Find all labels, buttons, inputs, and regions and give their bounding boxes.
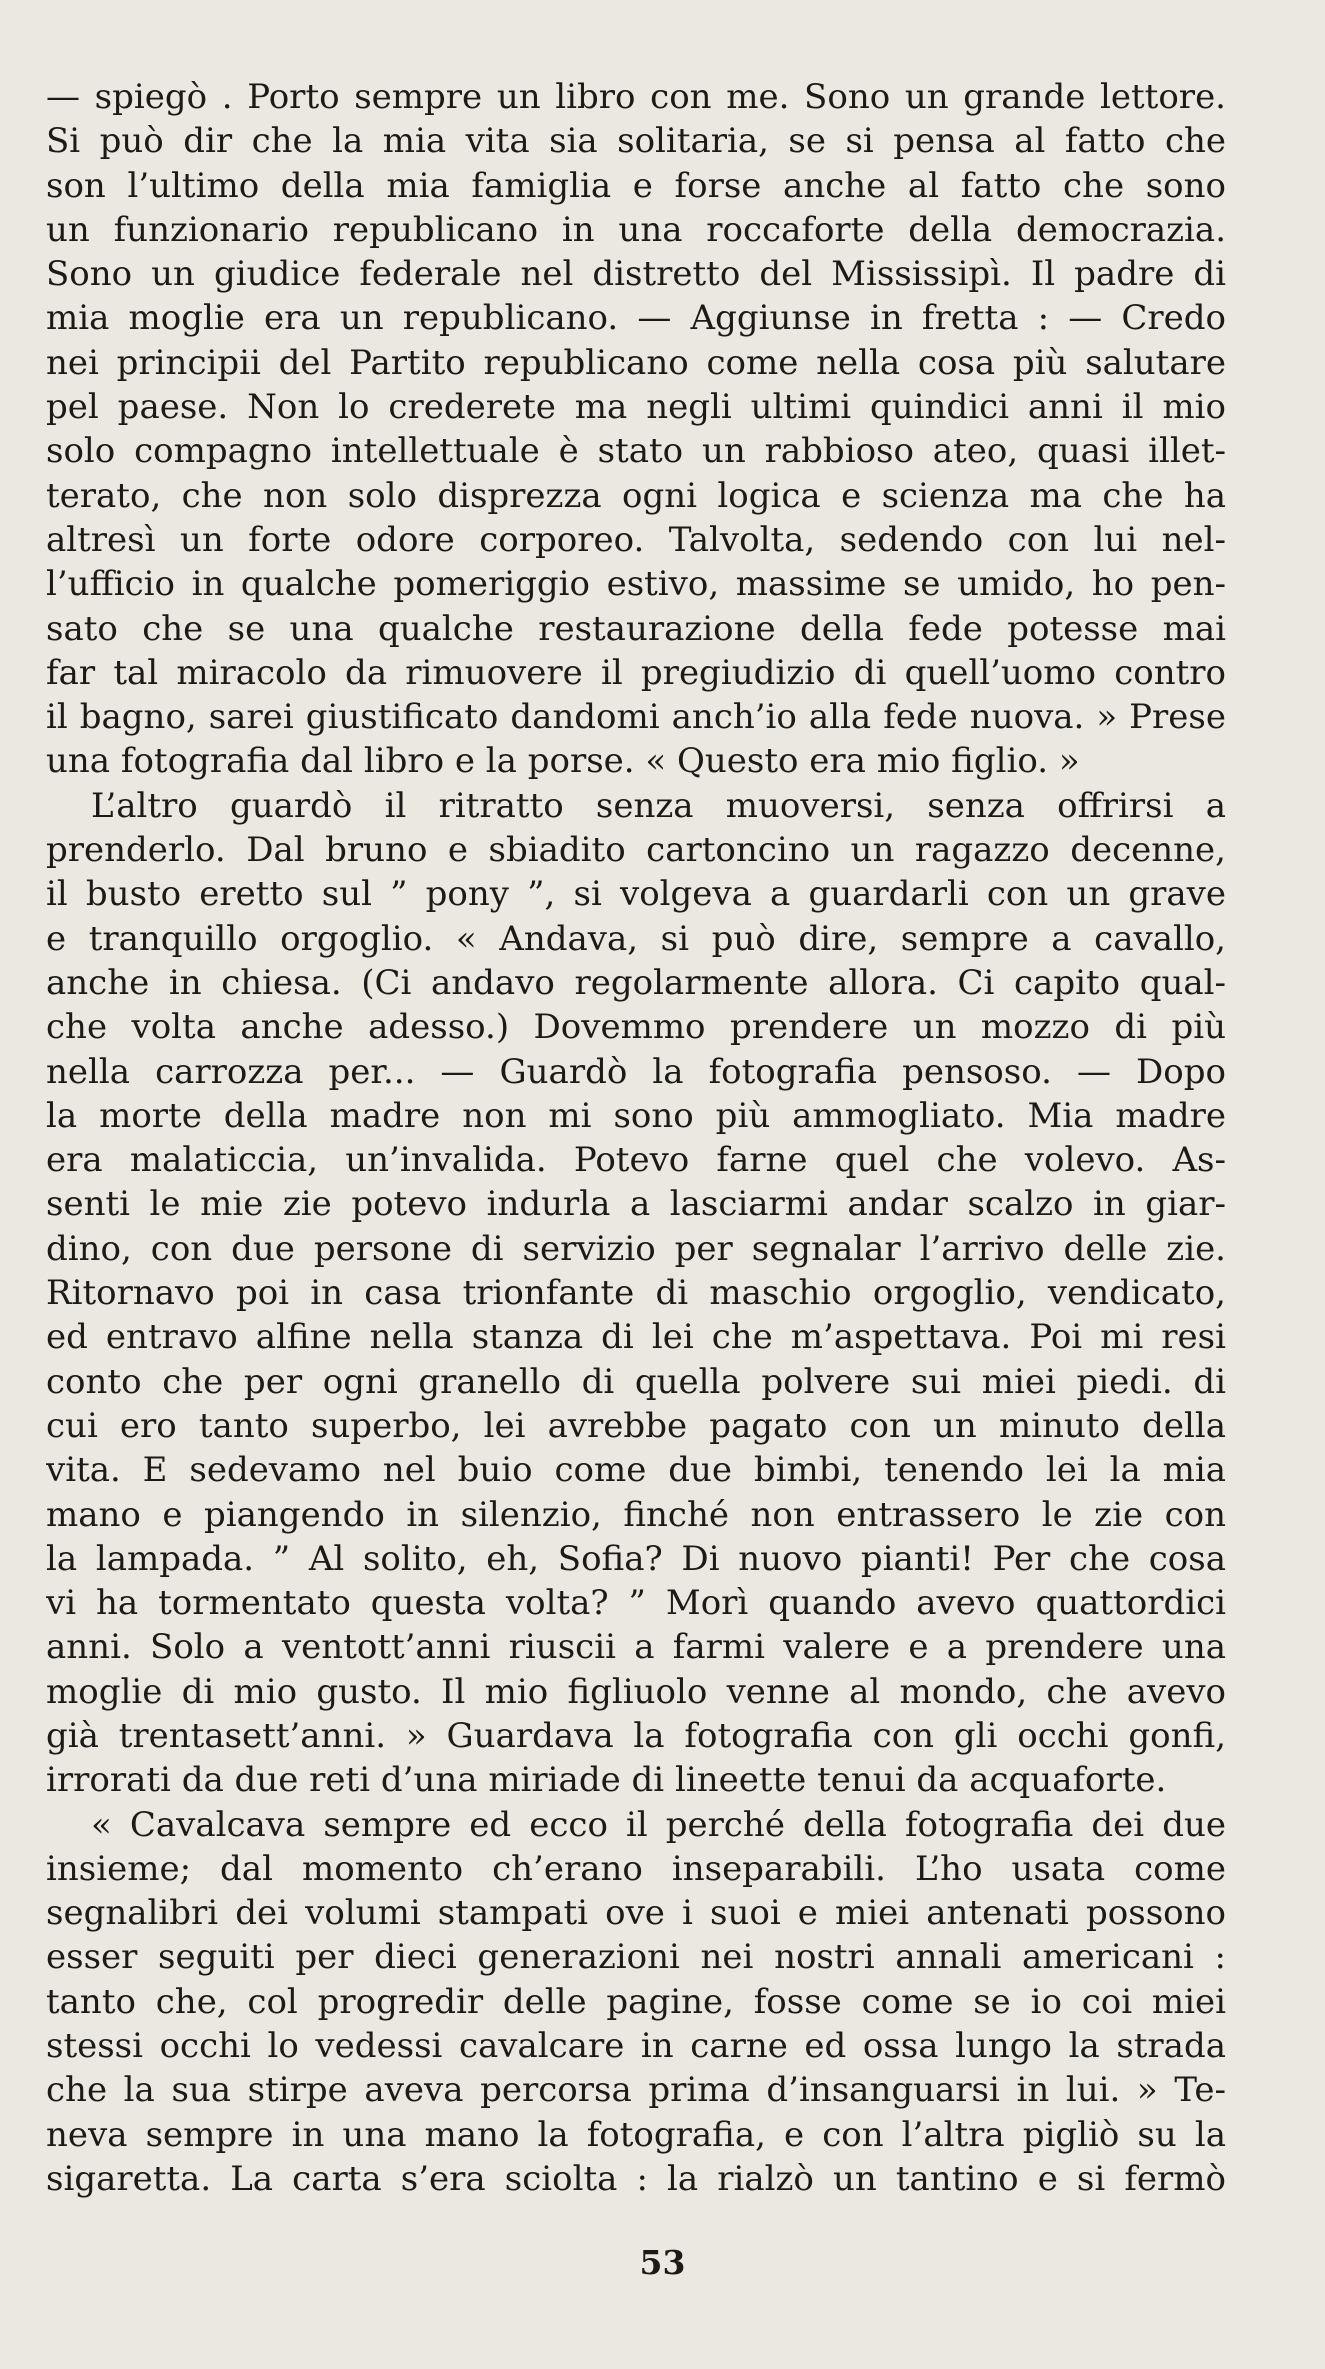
text-line: anche in chiesa. (Ci andavo regolarmente allora. Ci capito qual- [46,962,1226,1003]
text-line: la morte della madre non mi sono più ammogliato. Mia madre [46,1095,1226,1136]
text-line: insieme; dal momento ch’erano inseparabili. L’ho usata come [46,1848,1226,1889]
text-line: conto che per ogni granello di quella polvere sui miei piedi. di [46,1361,1226,1402]
text-line: esser seguiti per dieci generazioni nei nostri annali americani : [46,1937,1226,1978]
text-line: altresì un forte odore corporeo. Talvolta, sedendo con lui nel- [46,519,1226,560]
text-line: Si può dir che la mia vita sia solitaria, se si pensa al fatto che [46,121,1226,162]
text-line: neva sempre in una mano la fotografia, e con l’altra pigliò su la [46,2114,1226,2155]
text-line: Ritornavo poi in casa trionfante di maschio orgoglio, vendicato, [46,1273,1226,1314]
text-line: già trentasett’anni. » Guardava la fotografia con gli occhi gonfi, [46,1715,1226,1756]
text-line: moglie di mio gusto. Il mio figliuolo venne al mondo, che avevo [46,1671,1226,1712]
text-line: far tal miracolo da rimuovere il pregiudizio di quell’uomo contro [46,652,1226,693]
text-line: segnalibri dei volumi stampati ove i suoi e miei antenati possono [46,1893,1226,1934]
text-line: son l’ultimo della mia famiglia e forse anche al fatto che sono [46,165,1226,206]
text-line: il bagno, sarei giustificato dandomi anch’io alla fede nuova. » Prese [46,697,1226,738]
text-line: stessi occhi lo vedessi cavalcare in carne ed ossa lungo la strada [46,2026,1226,2067]
text-line: nei principii del Partito republicano come nella cosa più salutare [46,342,1226,383]
text-line: — spiegò . Porto sempre un libro con me. Sono un grande lettore. [46,77,1226,117]
text-line: era malaticcia, un’invalida. Potevo farne quel che volevo. As- [46,1140,1226,1181]
text-line: sigaretta. La carta s’era sciolta : la rialzò un tantino e si fermò [46,2158,1226,2199]
text-line: solo compagno intellettuale è stato un rabbioso ateo, quasi illet- [46,431,1226,472]
text-line: prenderlo. Dal bruno e sbiadito cartoncino un ragazzo decenne, [46,830,1226,871]
text-line: una fotografia dal libro e la porse. « Questo era mio figlio. » [46,741,1080,782]
text-line: vita. E sedevamo nel buio come due bimbi, tenendo lei la mia [46,1450,1226,1491]
text-line: mia moglie era un republicano. — Aggiunse in fretta : — Credo [46,298,1226,339]
text-line: Sono un giudice federale nel distretto del Mississipì. Il padre di [46,254,1226,295]
text-line: dino, con due persone di servizio per segnalar l’arrivo delle zie. [46,1228,1226,1269]
text-line: irrorati da due reti d’una miriade di lineette tenui da acquaforte. [46,1760,1167,1801]
text-line: l’ufficio in qualche pomeriggio estivo, massime se umido, ho pen- [46,564,1226,605]
text-line: pel paese. Non lo crederete ma negli ultimi quindici anni il mio [46,387,1226,428]
text-line: senti le mie zie potevo indurla a lasciarmi andar scalzo in giar- [46,1184,1226,1225]
text-line: « Cavalcava sempre ed ecco il perché della fotografia dei due [91,1804,1226,1845]
text-line: il busto eretto sul ” pony ”, si volgeva a guardarli con un grave [46,874,1226,915]
text-line: ed entravo alfine nella stanza di lei che m’aspettava. Poi mi resi [46,1317,1226,1358]
text-line: cui ero tanto superbo, lei avrebbe pagato con un minuto della [46,1405,1226,1446]
page-number: 53 [639,2243,686,2282]
text-line: un funzionario republicano in una roccaforte della democrazia. [46,209,1226,250]
text-line: vi ha tormentato questa volta? ” Morì quando avevo quattordici [46,1583,1226,1624]
text-line: che volta anche adesso.) Dovemmo prendere un mozzo di più [46,1007,1226,1048]
text-line: mano e piangendo in silenzio, finché non entrassero le zie con [46,1494,1226,1535]
text-line: nella carrozza per... — Guardò la fotografia pensoso. — Dopo [46,1051,1226,1092]
text-line: e tranquillo orgoglio. « Andava, si può dire, sempre a cavallo, [46,918,1226,959]
text-line: la lampada. ” Al solito, eh, Sofia? Di nuovo pianti! Per che cosa [46,1538,1226,1579]
text-line: L’altro guardò il ritratto senza muoversi, senza offrirsi a [91,785,1226,826]
body-text [46,75,1226,2201]
text-line: tanto che, col progredir delle pagine, fosse come se io coi miei [46,1981,1226,2022]
text-line: sato che se una qualche restaurazione della fede potesse mai [46,608,1226,649]
text-line: anni. Solo a ventott’anni riuscii a farmi valere e a prendere una [46,1627,1226,1668]
text-line: che la sua stirpe aveva percorsa prima d’insanguarsi in lui. » Te- [46,2070,1226,2111]
text-line: terato, che non solo disprezza ogni logica e scienza ma che ha [46,475,1226,516]
